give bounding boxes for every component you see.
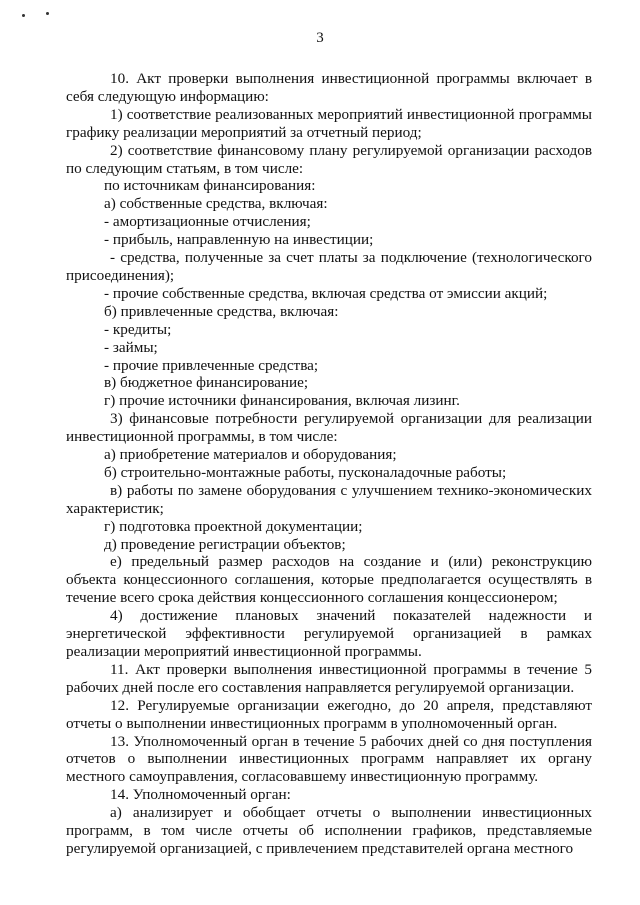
paragraph: - прочие собственные средства, включая средства от эмиссии акций; — [104, 284, 548, 302]
paragraph: 1) соответствие реализованных мероприятий инвестиционной программы графику реализации мероприятий за отчетный период; — [66, 105, 592, 141]
paragraph: б) строительно-монтажные работы, пусконаладочные работы; — [104, 463, 507, 481]
paragraph: 13. Уполномоченный орган в течение 5 рабочих дней со дня поступления отчетов о выполнении инвестиционных программ направляет их органу местного самоуправления, согласовавшему инвестиционную программу. — [66, 732, 592, 786]
scan-speck — [46, 12, 49, 15]
paragraph: а) приобретение материалов и оборудования; — [104, 446, 397, 464]
page-number: 3 — [316, 30, 324, 46]
paragraph: е) предельный размер расходов на создание и (или) реконструкцию объекта концессионного соглашения, которые предполагается осуществлять в течение всего срока действия концессионного соглашения концессионером; — [66, 553, 592, 607]
document-body — [66, 70, 592, 858]
paragraph: 10. Акт проверки выполнения инвестиционной программы включает в себя следующую информацию: — [66, 70, 592, 105]
paragraph: по источникам финансирования: — [104, 177, 316, 195]
paragraph: в) работы по замене оборудования с улучшением технико-экономических характеристик; — [66, 481, 592, 517]
paragraph: - средства, полученные за счет платы за подключение (технологического присоединения); — [66, 249, 592, 284]
paragraph: 2) соответствие финансовому плану регулируемой организации расходов по следующим статьям, в том числе: — [66, 141, 592, 177]
paragraph: 11. Акт проверки выполнения инвестиционной программы в течение 5 рабочих дней после его составления направляется регулируемой организации. — [66, 660, 592, 696]
paragraph: - займы; — [104, 338, 158, 356]
scan-speck — [22, 14, 25, 17]
paragraph: а) собственные средства, включая: — [104, 195, 328, 213]
paragraph: - прибыль, направленную на инвестиции; — [104, 231, 374, 249]
paragraph: а) анализирует и обобщает отчеты о выполнении инвестиционных программ, в том числе отчеты об исполнении графиков, представляемые регулируемой организацией, с привлечением представителей органа местного — [66, 804, 592, 857]
paragraph: - кредиты; — [104, 320, 172, 338]
paragraph: г) прочие источники финансирования, включая лизинг. — [104, 392, 460, 410]
paragraph: д) проведение регистрации объектов; — [104, 535, 346, 553]
paragraph: в) бюджетное финансирование; — [104, 374, 309, 392]
paragraph: - амортизационные отчисления; — [104, 213, 311, 231]
paragraph: 12. Регулируемые организации ежегодно, до 20 апреля, представляют отчеты о выполнении инвестиционных программ в уполномоченный орган. — [66, 696, 592, 732]
paragraph: - прочие привлеченные средства; — [104, 356, 319, 374]
paragraph: 4) достижение плановых значений показателей надежности и энергетической эффективности регулируемой организацией в рамках реализации мероприятий инвестиционной программы. — [66, 607, 592, 660]
paragraph: б) привлеченные средства, включая: — [104, 302, 339, 320]
paragraph: г) подготовка проектной документации; — [104, 517, 363, 535]
paragraph: 3) финансовые потребности регулируемой организации для реализации инвестиционной программы, в том числе: — [66, 410, 592, 446]
paragraph: 14. Уполномоченный орган: — [110, 786, 291, 804]
